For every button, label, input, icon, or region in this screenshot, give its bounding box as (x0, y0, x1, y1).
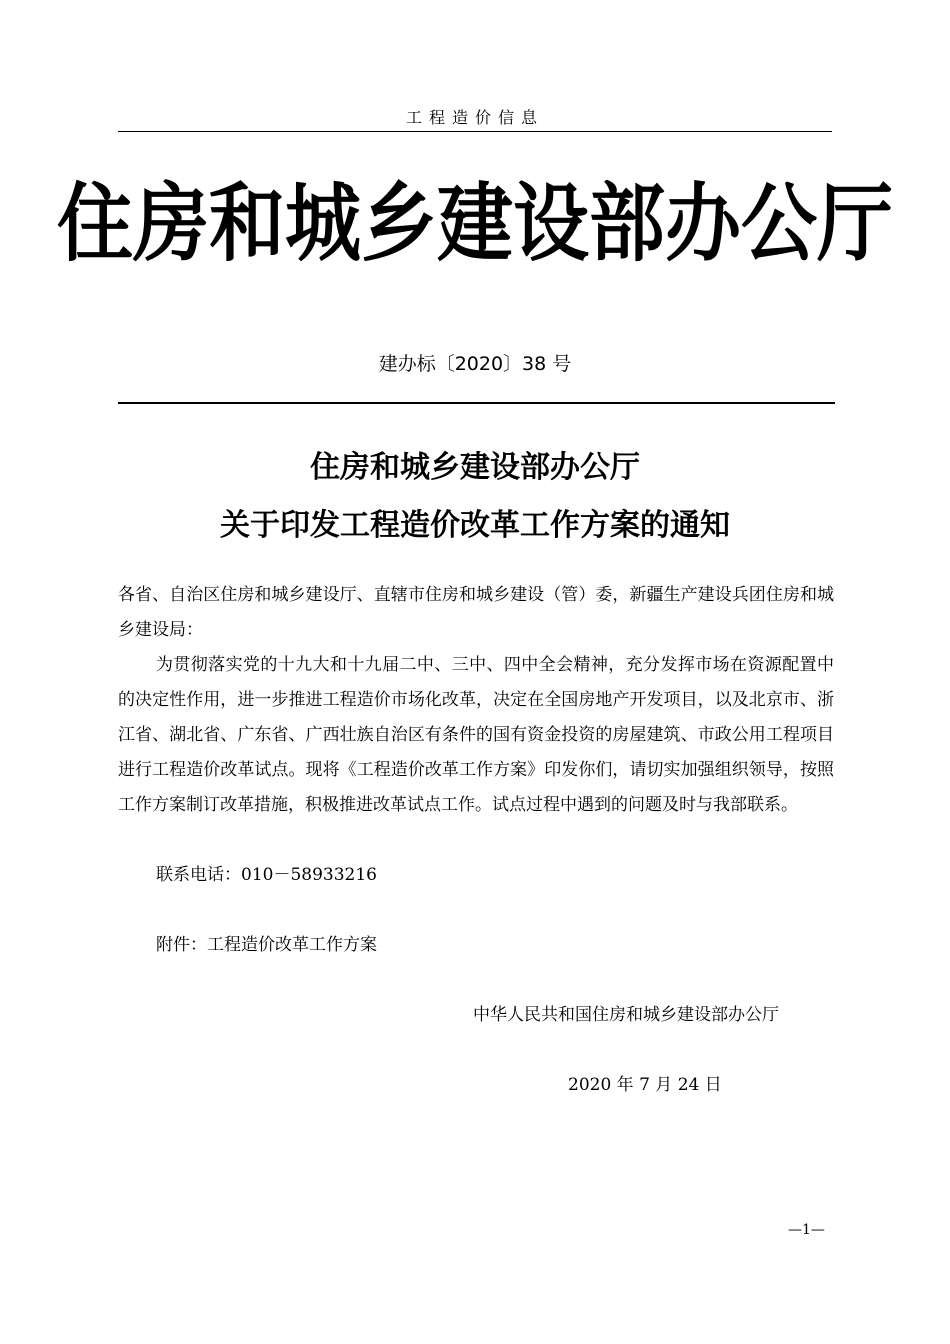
issuer-letterhead-title: 住房和城乡建设部办公厅 (57, 173, 893, 274)
running-header: 工程造价信息 (405, 108, 544, 127)
document-number: 建办标〔2020〕38 号 (378, 353, 572, 375)
addressee: 各省、自治区住房和城乡建设厅、直辖市住房和城乡建设（管）委，新疆生产建设兵团住房和城乡建设局： (118, 585, 834, 640)
contact-phone: 联系电话：010－58933216 (156, 865, 377, 885)
letterhead-separator-rule (118, 402, 835, 404)
notice-title-line-2: 关于印发工程造价改革工作方案的通知 (220, 508, 730, 543)
body-paragraph: 为贯彻落实党的十九大和十九届二中、三中、四中全会精神，充分发挥市场在资源配置中的决定性作用，进一步推进工程造价市场化改革，决定在全国房地产开发项目，以及北京市、浙江省、湖北省、广东省、广西壮族自治区有条件的国有资金投资的房屋建筑、市政公用工程项目进行工程造价改革试点。现将《工程造价改革工作方案》印发你们，请切实加强组织领导，按照工作方案制订改革措施，积极推进改革试点工作。试点过程中遇到的问题及时与我部联系。 (118, 655, 834, 815)
signatory: 中华人民共和国住房和城乡建设部办公厅 (473, 1005, 779, 1025)
attachment-line: 附件：工程造价改革工作方案 (156, 935, 377, 955)
notice-title-line-1: 住房和城乡建设部办公厅 (310, 450, 640, 485)
issue-date: 2020 年 7 月 24 日 (568, 1075, 722, 1095)
header-rule (118, 131, 832, 132)
page-number: —1— (788, 1222, 825, 1238)
